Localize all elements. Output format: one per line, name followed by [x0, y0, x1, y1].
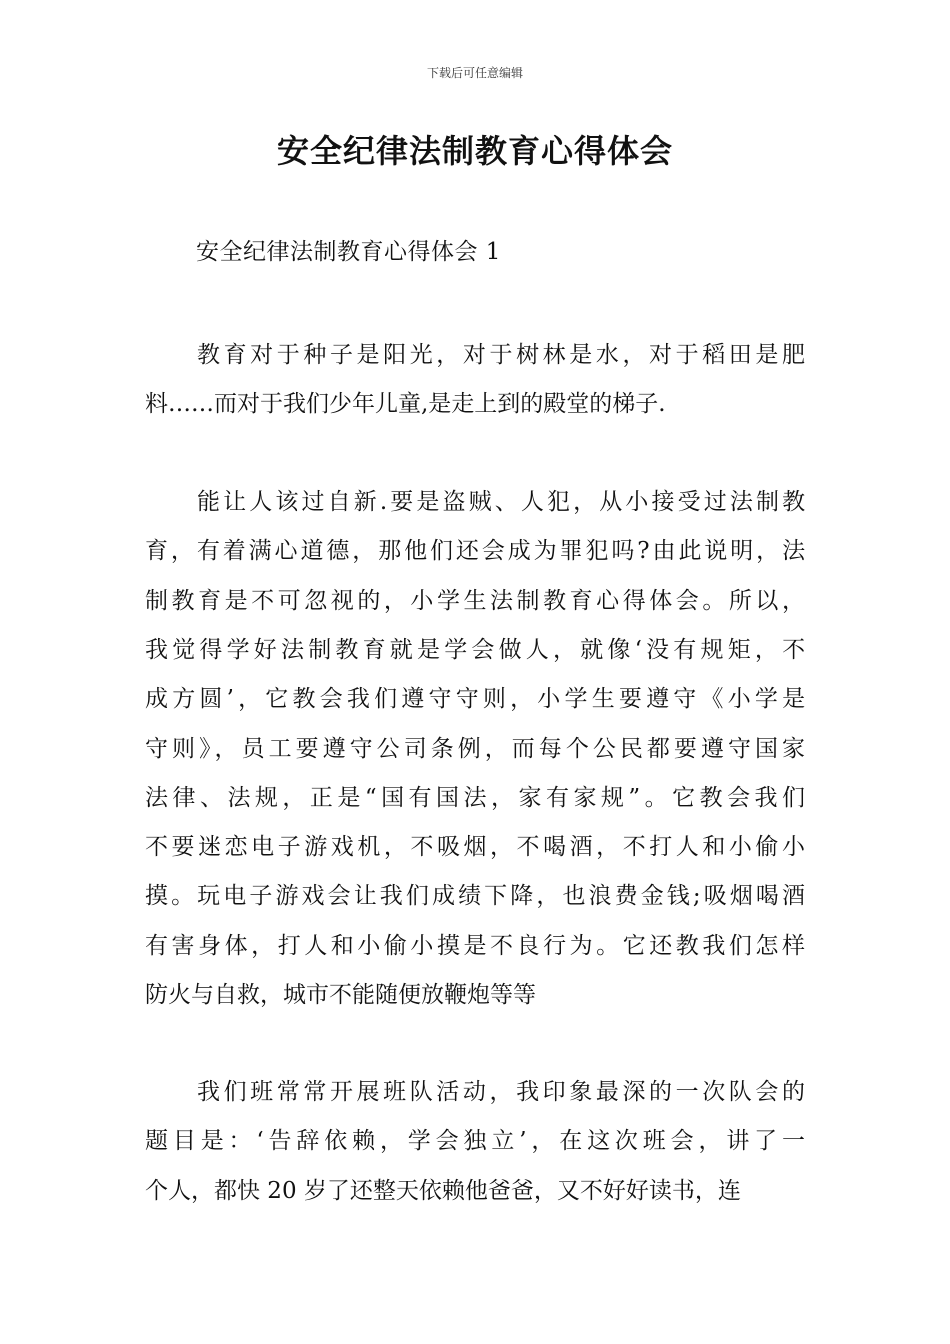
- paragraph-line: 料……而对于我们少年儿童,是走上到的殿堂的梯子.: [145, 391, 666, 417]
- paragraph-line: 个人，都快 20 岁了还整天依赖他爸爸，又不好好读书，连: [145, 1178, 741, 1204]
- header-note: 下载后可任意编辑: [426, 66, 523, 80]
- paragraph-line: 我觉得学好法制教育就是学会做人，就像‘没有规矩，不: [145, 637, 810, 663]
- paragraph-line: 成方圆’，它教会我们遵守守则，小学生要遵守《小学是: [145, 686, 810, 712]
- paragraph-line: 防火与自救，城市不能随便放鞭炮等等: [145, 982, 536, 1008]
- paragraph-line: 有害身体，打人和小偷小摸是不良行为。它还教我们怎样: [145, 933, 809, 959]
- paragraph-line: 制教育是不可忽视的，小学生法制教育心得体会。所以，: [145, 588, 809, 614]
- paragraph-line: 育，有着满心道德，那他们还会成为罪犯吗?由此说明，法: [145, 538, 808, 564]
- paragraph-line: 摸。玩电子游戏会让我们成绩下降，也浪费金钱;吸烟喝酒: [145, 883, 809, 909]
- paragraph-line: 不要迷恋电子游戏机，不吸烟，不喝酒，不打人和小偷小: [145, 834, 809, 860]
- section-heading: 安全纪律法制教育心得体会 1: [196, 239, 501, 265]
- paragraph-line: 法律、法规，正是“国有国法，家有家规”。它教会我们: [145, 785, 810, 811]
- document-title: 安全纪律法制教育心得体会: [276, 132, 673, 170]
- paragraph-line: 守则》，员工要遵守公司条例，而每个公民都要遵守国家: [145, 736, 809, 762]
- paragraph-line: 能让人该过自新.要是盗贼、人犯，从小接受过法制教: [197, 489, 809, 515]
- paragraph-line: 教育对于种子是阳光，对于树林是水，对于稻田是肥: [197, 342, 809, 368]
- paragraph-line: 题目是：‘告辞依赖，学会独立’，在这次班会，讲了一: [145, 1128, 810, 1154]
- paragraph-line: 我们班常常开展班队活动，我印象最深的一次队会的: [197, 1079, 809, 1105]
